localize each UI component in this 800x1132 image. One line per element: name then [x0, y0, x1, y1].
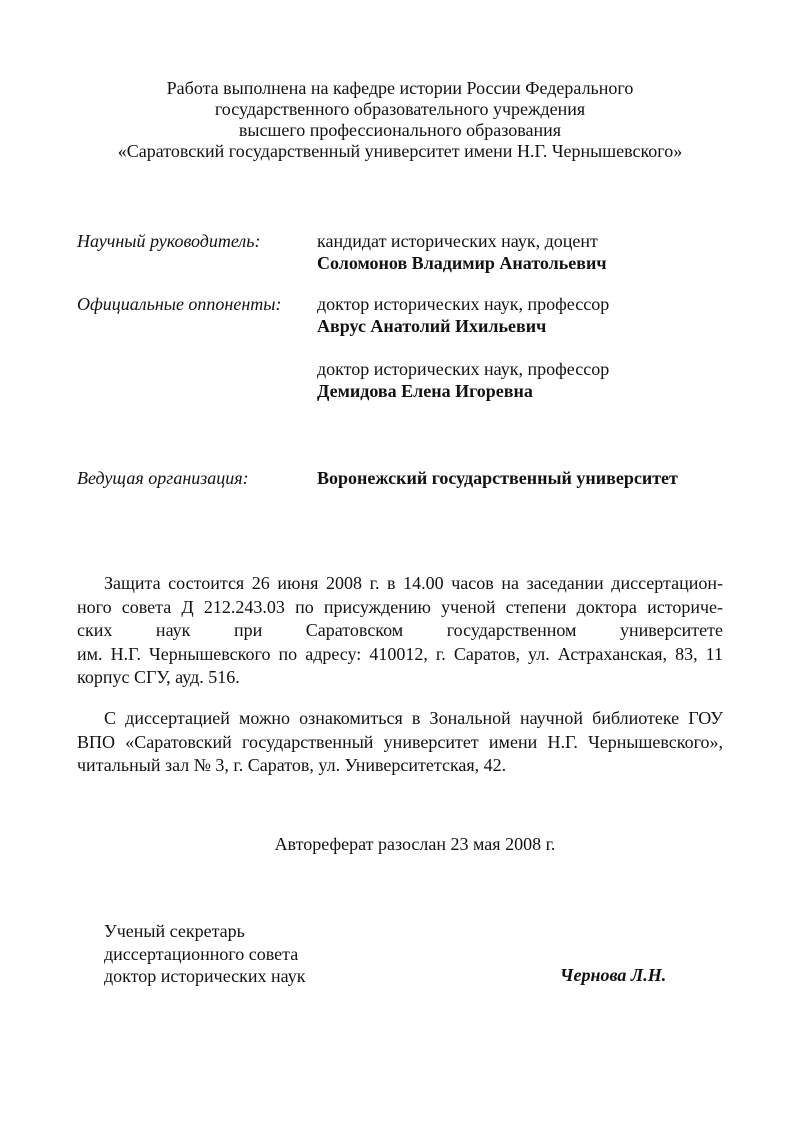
secretary-signature-name: Чернова Л.Н.: [560, 965, 667, 985]
secretary-line: Ученый секретарь: [104, 921, 245, 941]
opponent-title: доктор исторических наук, профессор: [317, 359, 610, 379]
leading-org-label: Ведущая организация:: [77, 468, 249, 488]
header-line: Работа выполнена на кафедре истории России Федерального: [166, 78, 634, 98]
header-line: государственного образовательного учреждения: [214, 99, 586, 119]
defense-line: ских наук при Саратовском государственном университете: [77, 620, 723, 640]
opponent-name: Аврус Анатолий Ихильевич: [317, 316, 547, 336]
library-line: читальный зал № 3, г. Саратов, ул. Университетская, 42.: [77, 755, 507, 775]
header-line: высшего профессионального образования: [238, 120, 562, 140]
leading-org-name: Воронежский государственный университет: [317, 468, 678, 488]
supervisor-label: Научный руководитель:: [77, 231, 261, 251]
supervisor-value: [317, 230, 607, 274]
defense-line: ного совета Д 212.243.03 по присуждению ученой степени доктора историче-: [77, 596, 723, 617]
distribution-date: Автореферат разослан 23 мая 2008 г.: [274, 834, 556, 854]
supervisor-name: Соломонов Владимир Анатольевич: [317, 253, 607, 273]
defense-line: им. Н.Г. Чернышевского по адресу: 410012, г. Саратов, ул. Астраханская, 83, 11: [77, 643, 723, 664]
secretary-line: диссертационного совета: [104, 943, 299, 964]
leading-org-value: [317, 467, 678, 489]
opponent-title: доктор исторических наук, профессор: [317, 294, 610, 314]
opponent-1: [317, 293, 609, 337]
secretary-line: доктор исторических наук: [104, 966, 306, 986]
opponent-name: Демидова Елена Игоревна: [317, 381, 533, 401]
opponents-label: Официальные оппоненты:: [77, 294, 282, 314]
secretary-block: [104, 920, 306, 988]
supervisor-title: кандидат исторических наук, доцент: [317, 231, 598, 251]
defense-line: Защита состоится 26 июня 2008 г. в 14.00 часов на заседании диссертацион-: [104, 573, 723, 593]
library-line: ВПО «Саратовский государственный университет имени Н.Г. Чернышевского»,: [77, 731, 723, 752]
opponent-2: [317, 358, 609, 402]
defense-paragraph: [77, 572, 723, 690]
header-line: «Саратовский государственный университет имени Н.Г. Чернышевского»: [117, 141, 683, 161]
institution-header: [0, 78, 800, 162]
library-line: С диссертацией можно ознакомиться в Зональной научной библиотеке ГОУ: [104, 708, 723, 728]
defense-line: корпус СГУ, ауд. 516.: [77, 667, 240, 687]
library-paragraph: [77, 707, 723, 778]
